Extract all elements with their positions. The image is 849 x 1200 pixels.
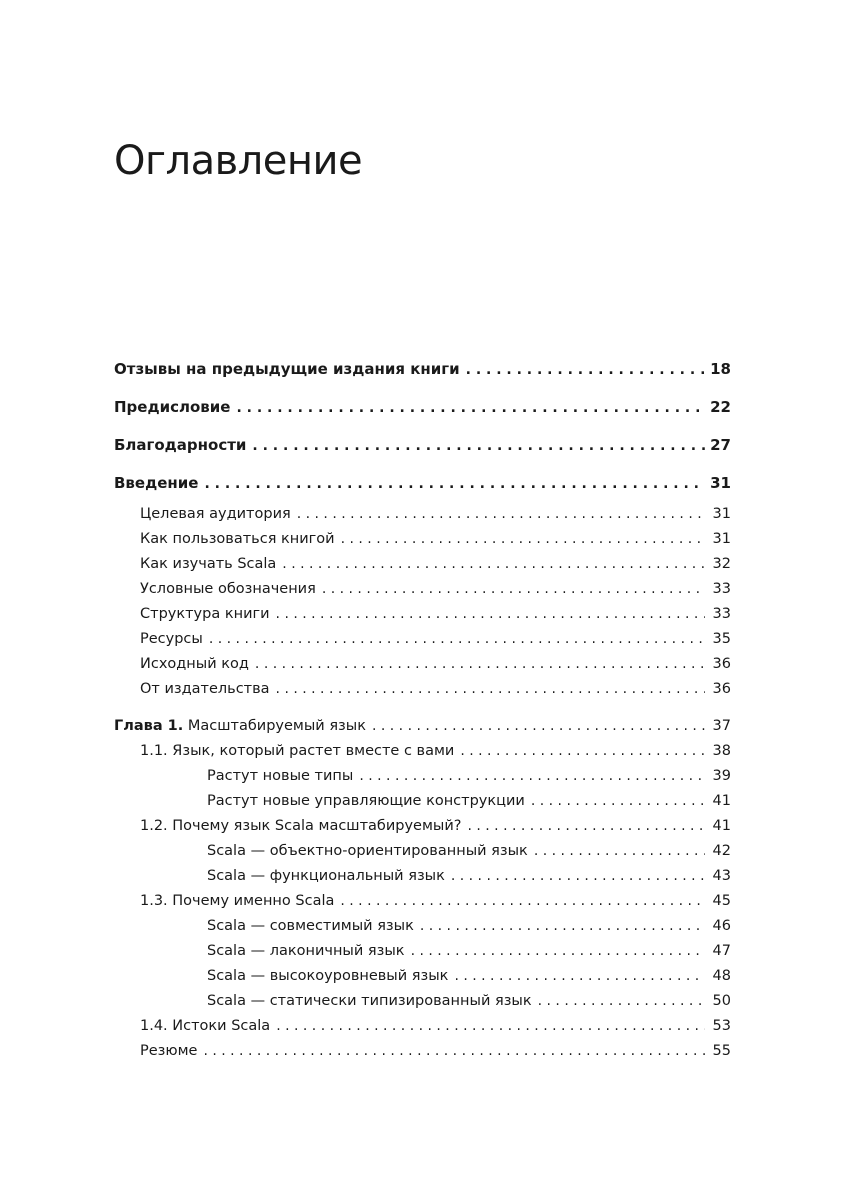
page-title: Оглавление <box>114 138 363 184</box>
leader-dots <box>282 552 705 577</box>
leader-dots <box>460 739 705 764</box>
toc-entry[interactable] <box>114 814 731 839</box>
toc-entry-label: Условные обозначения <box>140 581 316 597</box>
leader-dots <box>420 914 705 939</box>
toc-entry-page: 38 <box>712 743 731 759</box>
toc-entry-label: Целевая аудитория <box>140 506 291 522</box>
toc-entry-chapter-1[interactable] <box>114 714 731 739</box>
leader-dots <box>276 602 705 627</box>
toc-entry-page: 31 <box>712 531 731 547</box>
leader-dots <box>297 502 705 527</box>
toc-entry[interactable] <box>114 914 731 939</box>
toc-entry-introduction[interactable] <box>114 464 731 502</box>
toc-entry-page: 18 <box>710 360 731 378</box>
toc-entry-label: Как пользоваться книгой <box>140 531 335 547</box>
toc-entry-page: 33 <box>712 606 731 622</box>
chapter-prefix: Глава 1. <box>114 718 184 734</box>
toc-entry-label: Как изучать Scala <box>140 556 277 572</box>
toc-entry[interactable] <box>114 1039 731 1064</box>
toc-entry-preface[interactable] <box>114 388 731 426</box>
leader-dots <box>372 714 705 739</box>
toc-entry[interactable] <box>114 839 731 864</box>
leader-dots <box>209 627 705 652</box>
toc-entry-label: Scala — совместимый язык <box>207 918 414 934</box>
toc-entry-label: Ресурсы <box>140 631 203 647</box>
leader-dots <box>341 527 705 552</box>
toc-entry-label: От издательства <box>140 681 270 697</box>
toc-entry-label: Растут новые типы <box>207 768 354 784</box>
toc-entry[interactable] <box>114 552 731 577</box>
toc-entry-label: Scala — функциональный язык <box>207 868 445 884</box>
toc-entry-label: Предисловие <box>114 398 231 416</box>
toc-entry-page: 27 <box>710 436 731 454</box>
leader-dots <box>467 814 705 839</box>
leader-dots <box>276 1014 705 1039</box>
toc-entry[interactable] <box>114 602 731 627</box>
leader-dots <box>534 839 705 864</box>
toc-entry-page: 41 <box>712 793 731 809</box>
toc-entry[interactable] <box>114 502 731 527</box>
toc-entry-label: 1.2. Почему язык Scala масштабируемый? <box>140 818 462 834</box>
toc-entry[interactable] <box>114 764 731 789</box>
toc-entry-page: 31 <box>712 506 731 522</box>
toc-entry-label: Введение <box>114 474 199 492</box>
leader-dots <box>252 427 705 465</box>
toc-entry[interactable] <box>114 964 731 989</box>
toc-entry-page: 31 <box>710 474 731 492</box>
toc-entry-page: 55 <box>712 1043 731 1059</box>
toc-entry-label: Scala — лаконичный язык <box>207 943 405 959</box>
toc-entry[interactable] <box>114 989 731 1014</box>
toc-entry-page: 46 <box>712 918 731 934</box>
toc-entry-page: 36 <box>712 656 731 672</box>
toc-entry[interactable] <box>114 739 731 764</box>
toc-entry[interactable] <box>114 1014 731 1039</box>
leader-dots <box>203 1039 705 1064</box>
toc-entry-page: 33 <box>712 581 731 597</box>
leader-dots <box>236 389 705 427</box>
toc-entry-label: 1.3. Почему именно Scala <box>140 893 335 909</box>
leader-dots <box>451 864 705 889</box>
toc-entry[interactable] <box>114 527 731 552</box>
toc-entry-page: 42 <box>712 843 731 859</box>
toc-entry-page: 45 <box>712 893 731 909</box>
leader-dots <box>340 889 705 914</box>
toc-entry-label: Scala — объектно-ориентированный язык <box>207 843 528 859</box>
toc-entry-label: Исходный код <box>140 656 249 672</box>
toc-entry-page: 48 <box>712 968 731 984</box>
toc-entry-page: 53 <box>712 1018 731 1034</box>
toc-entry[interactable] <box>114 889 731 914</box>
toc-entry[interactable] <box>114 677 731 702</box>
chapter-title: Масштабируемый язык <box>187 718 366 734</box>
toc-entry-page: 47 <box>712 943 731 959</box>
leader-dots <box>531 789 705 814</box>
toc-entry-label: 1.4. Истоки Scala <box>140 1018 271 1034</box>
toc-entry-label: Структура книги <box>140 606 270 622</box>
toc-entry-label: Растут новые управляющие конструкции <box>207 793 525 809</box>
toc-entry[interactable] <box>114 864 731 889</box>
leader-dots <box>322 577 705 602</box>
leader-dots <box>204 465 705 503</box>
toc-entry-page: 43 <box>712 868 731 884</box>
leader-dots <box>454 964 705 989</box>
leader-dots <box>538 989 705 1014</box>
toc-entry-label: Резюме <box>140 1043 198 1059</box>
toc-entry-page: 36 <box>712 681 731 697</box>
toc-entry-label: 1.1. Язык, который растет вместе с вами <box>140 743 455 759</box>
toc-entry-acknowledgements[interactable] <box>114 426 731 464</box>
toc-entry-page: 39 <box>712 768 731 784</box>
toc-entry-label: Отзывы на предыдущие издания книги <box>114 360 460 378</box>
toc-entry[interactable] <box>114 789 731 814</box>
toc-entry-page: 50 <box>712 993 731 1009</box>
toc-entry-label: Благодарности <box>114 436 247 454</box>
toc-entry-page: 35 <box>712 631 731 647</box>
toc-entry[interactable] <box>114 577 731 602</box>
leader-dots <box>255 652 705 677</box>
toc-entry-page: 22 <box>710 398 731 416</box>
toc-entry-label: Scala — высокоуровневый язык <box>207 968 449 984</box>
toc-entry-page: 41 <box>712 818 731 834</box>
toc-entry-reviews[interactable] <box>114 350 731 388</box>
leader-dots <box>276 677 705 702</box>
table-of-contents <box>114 350 731 1064</box>
toc-entry-page: 32 <box>712 556 731 572</box>
toc-entry[interactable] <box>114 652 731 677</box>
toc-entry[interactable] <box>114 939 731 964</box>
toc-entry-page: 37 <box>712 718 731 734</box>
leader-dots <box>411 939 705 964</box>
toc-entry-label: Scala — статически типизированный язык <box>207 993 532 1009</box>
leader-dots <box>359 764 705 789</box>
leader-dots <box>466 351 705 389</box>
toc-entry[interactable] <box>114 627 731 652</box>
